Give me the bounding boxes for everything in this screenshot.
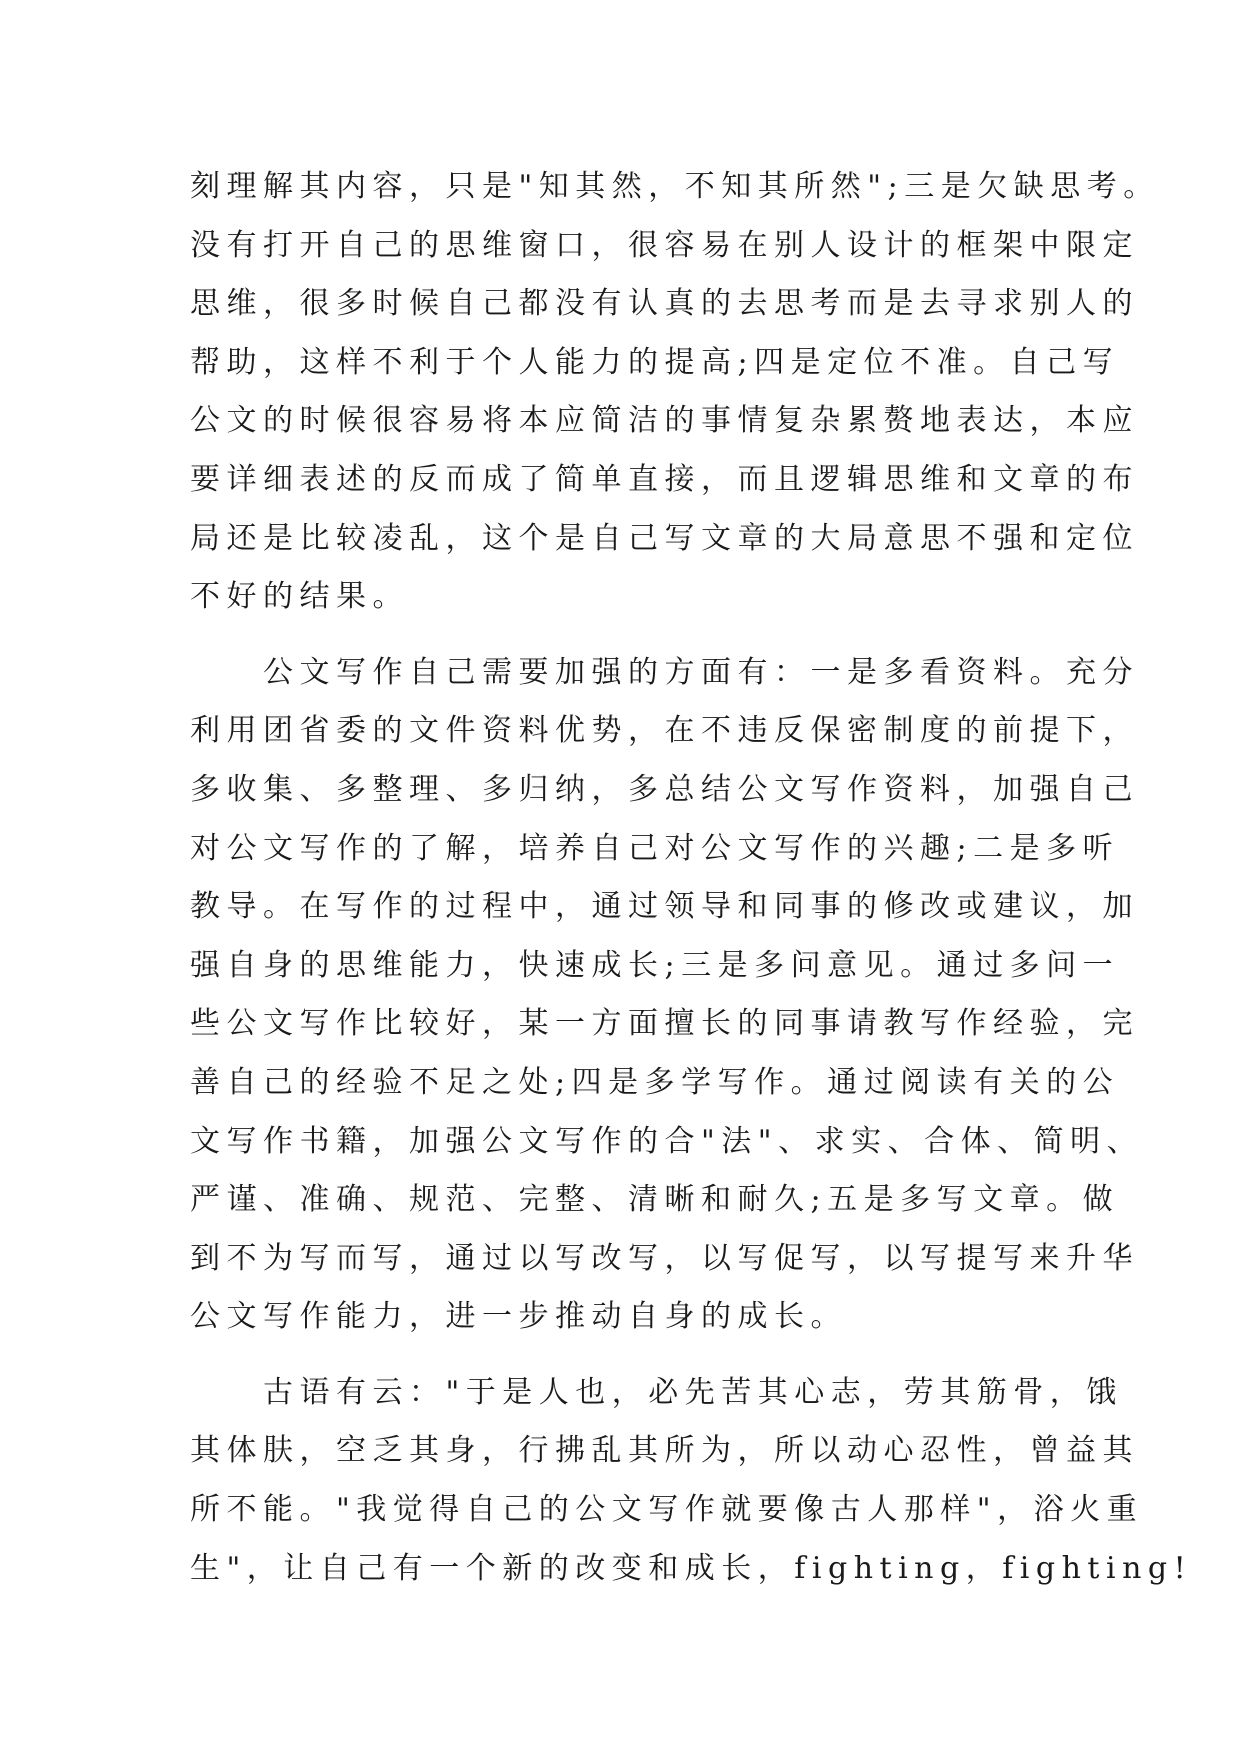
paragraph-3 <box>190 1364 1193 1598</box>
paragraph-2 <box>190 644 1144 1347</box>
paragraph-1 <box>190 158 1160 627</box>
paragraph-spacing <box>190 627 1070 644</box>
text-line: 些公文写作比较好，某一方面擅长的同事请教写作经验，完 <box>190 1006 1139 1042</box>
text-line: 强自身的思维能力，快速成长;三是多问意见。通过多问一 <box>190 947 1120 983</box>
text-line: 其体肤，空乏其身，行拂乱其所为，所以动心忍性，曾益其 <box>190 1433 1139 1469</box>
text-line: 思维，很多时候自己都没有认真的去思考而是去寻求别人的 <box>190 286 1139 322</box>
text-line: 生"，让自己有一个新的改变和成长，fighting，fighting! <box>190 1550 1193 1586</box>
text-line: 没有打开自己的思维窗口，很容易在别人设计的框架中限定 <box>190 227 1139 263</box>
text-line: 严谨、准确、规范、完整、清晰和耐久;五是多写文章。做 <box>190 1182 1120 1218</box>
text-line: 文写作书籍，加强公文写作的合"法"、求实、合体、简明、 <box>190 1123 1144 1159</box>
text-line: 公文写作自己需要加强的方面有：一是多看资料。充分 <box>190 654 1139 690</box>
text-line: 不好的结果。 <box>190 579 409 615</box>
text-line: 对公文写作的了解，培养自己对公文写作的兴趣;二是多听 <box>190 830 1120 866</box>
text-line: 公文写作能力，进一步推动自身的成长。 <box>190 1299 847 1335</box>
text-line: 到不为写而写，通过以写改写，以写促写，以写提写来升华 <box>190 1240 1139 1276</box>
text-line: 利用团省委的文件资料优势，在不违反保密制度的前提下， <box>190 713 1139 749</box>
text-line: 帮助，这样不利于个人能力的提高;四是定位不准。自己写 <box>190 344 1120 380</box>
text-line: 要详细表述的反而成了简单直接，而且逻辑思维和文章的布 <box>190 461 1139 497</box>
text-line: 古语有云："于是人也，必先苦其心志，劳其筋骨，饿 <box>190 1374 1123 1410</box>
text-line: 公文的时候很容易将本应简洁的事情复杂累赘地表达，本应 <box>190 403 1139 439</box>
paragraph-spacing <box>190 1347 1070 1364</box>
text-line: 多收集、多整理、多归纳，多总结公文写作资料，加强自己 <box>190 771 1139 807</box>
text-line: 善自己的经验不足之处;四是多学写作。通过阅读有关的公 <box>190 1064 1120 1100</box>
document-body <box>190 158 1193 1598</box>
text-line: 所不能。"我觉得自己的公文写作就要像古人那样"，浴火重 <box>190 1492 1144 1528</box>
text-line: 刻理解其内容，只是"知其然，不知其所然";三是欠缺思考。 <box>190 169 1160 204</box>
text-line: 局还是比较凌乱，这个是自己写文章的大局意思不强和定位 <box>190 520 1139 556</box>
text-line: 教导。在写作的过程中，通过领导和同事的修改或建议，加 <box>190 889 1139 925</box>
